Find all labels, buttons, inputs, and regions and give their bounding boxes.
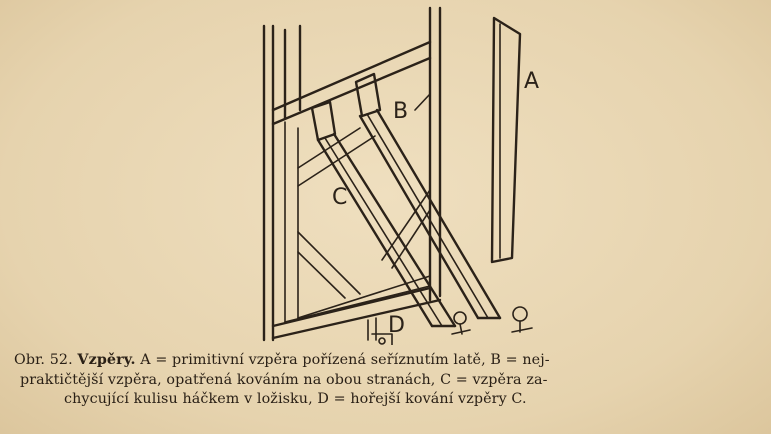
label-d: D [388, 313, 405, 338]
caption-line-2: praktičtější vzpěra, opatřená kováním na obou stranách, C = vzpěra za- [20, 371, 548, 388]
label-a: A [524, 69, 540, 94]
strut-b [356, 74, 532, 332]
caption-line-3: chycující kulisu háčkem v ložisku, D = hořejší kování vzpěry C. [64, 391, 527, 407]
label-b: B [393, 99, 409, 124]
caption-title: Vzpěry. [77, 352, 136, 368]
label-c: C [332, 185, 348, 210]
strut-a [492, 18, 520, 262]
figure-number: Obr. 52. [14, 352, 73, 368]
caption-line-1-text: A = primitivní vzpěra pořízená seříznutím latě, B = nej- [140, 352, 550, 368]
caption-line-1 [14, 351, 762, 371]
figure-caption [14, 351, 762, 410]
strut-c [312, 102, 470, 334]
